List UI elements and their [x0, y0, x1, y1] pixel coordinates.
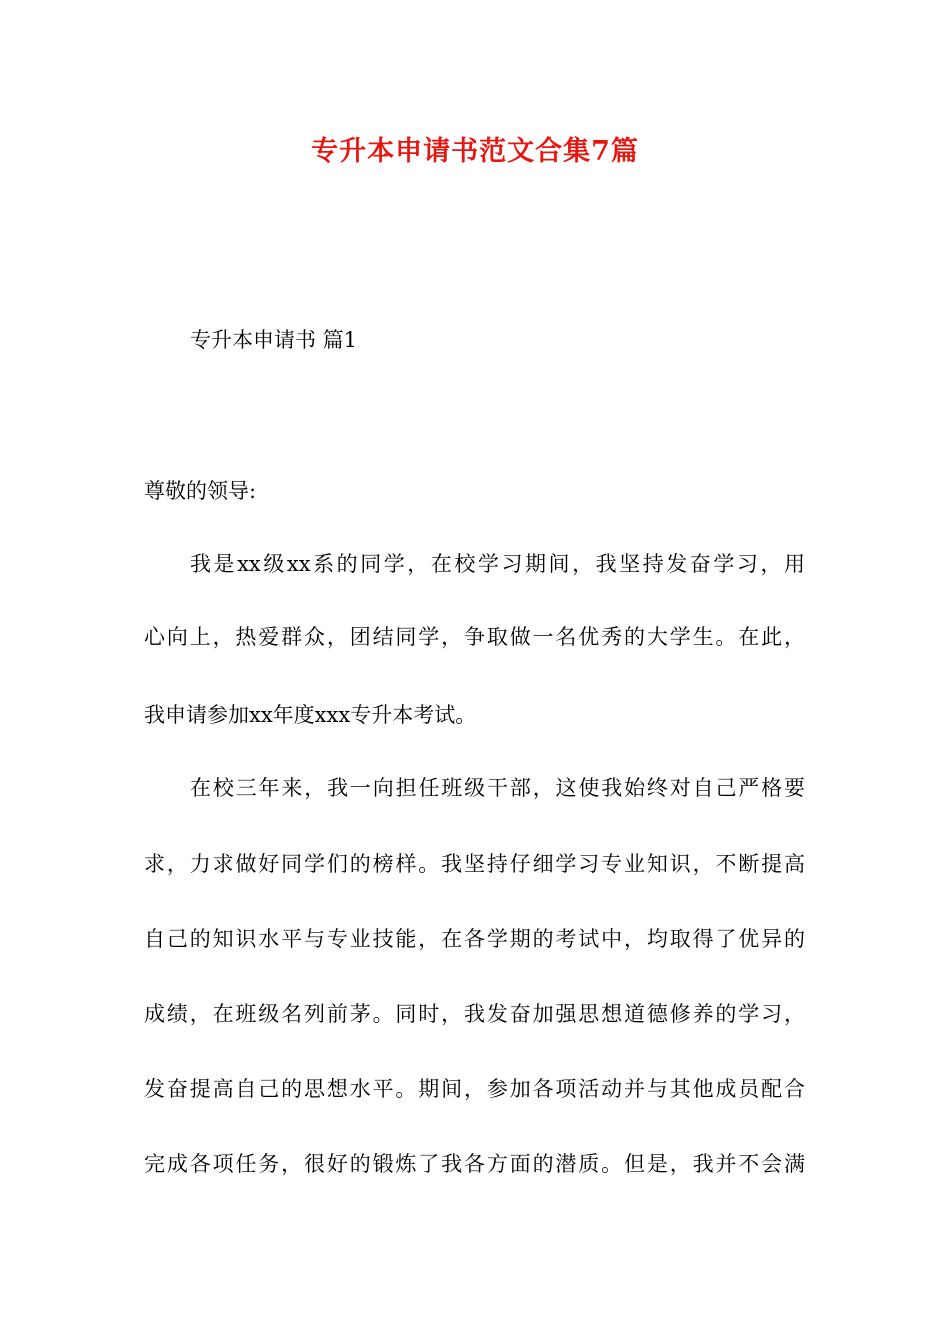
- paragraph-line-1: 我是xx级xx系的同学，在校学习期间，我坚持发奋学习，用: [190, 552, 805, 576]
- paragraph-line-2: 心向上，热爱群众，团结同学，争取做一名优秀的大学生。在此，: [144, 625, 805, 649]
- document-title: 专升本申请书范文合集7篇: [311, 136, 639, 167]
- paragraph-line-3: 我申请参加xx年度xxx专升本考试。: [144, 703, 477, 727]
- paragraph-line-7: 成绩，在班级名列前茅。同时，我发奋加强思想道德修养的学习，: [144, 1002, 805, 1026]
- paragraph-line-5: 求，力求做好同学们的榜样。我坚持仔细学习专业知识，不断提高: [144, 852, 805, 876]
- paragraph-line-6: 自己的知识水平与专业技能，在各学期的考试中，均取得了优异的: [144, 927, 805, 951]
- paragraph-line-9: 完成各项任务，很好的锻炼了我各方面的潜质。但是，我并不会满: [144, 1152, 805, 1176]
- section-heading: 专升本申请书 篇1: [190, 328, 358, 352]
- salutation: 尊敬的领导:: [144, 479, 257, 503]
- paragraph-line-8: 发奋提高自己的思想水平。期间，参加各项活动并与其他成员配合: [144, 1077, 805, 1101]
- paragraph-line-4: 在校三年来，我一向担任班级干部，这使我始终对自己严格要: [190, 776, 805, 800]
